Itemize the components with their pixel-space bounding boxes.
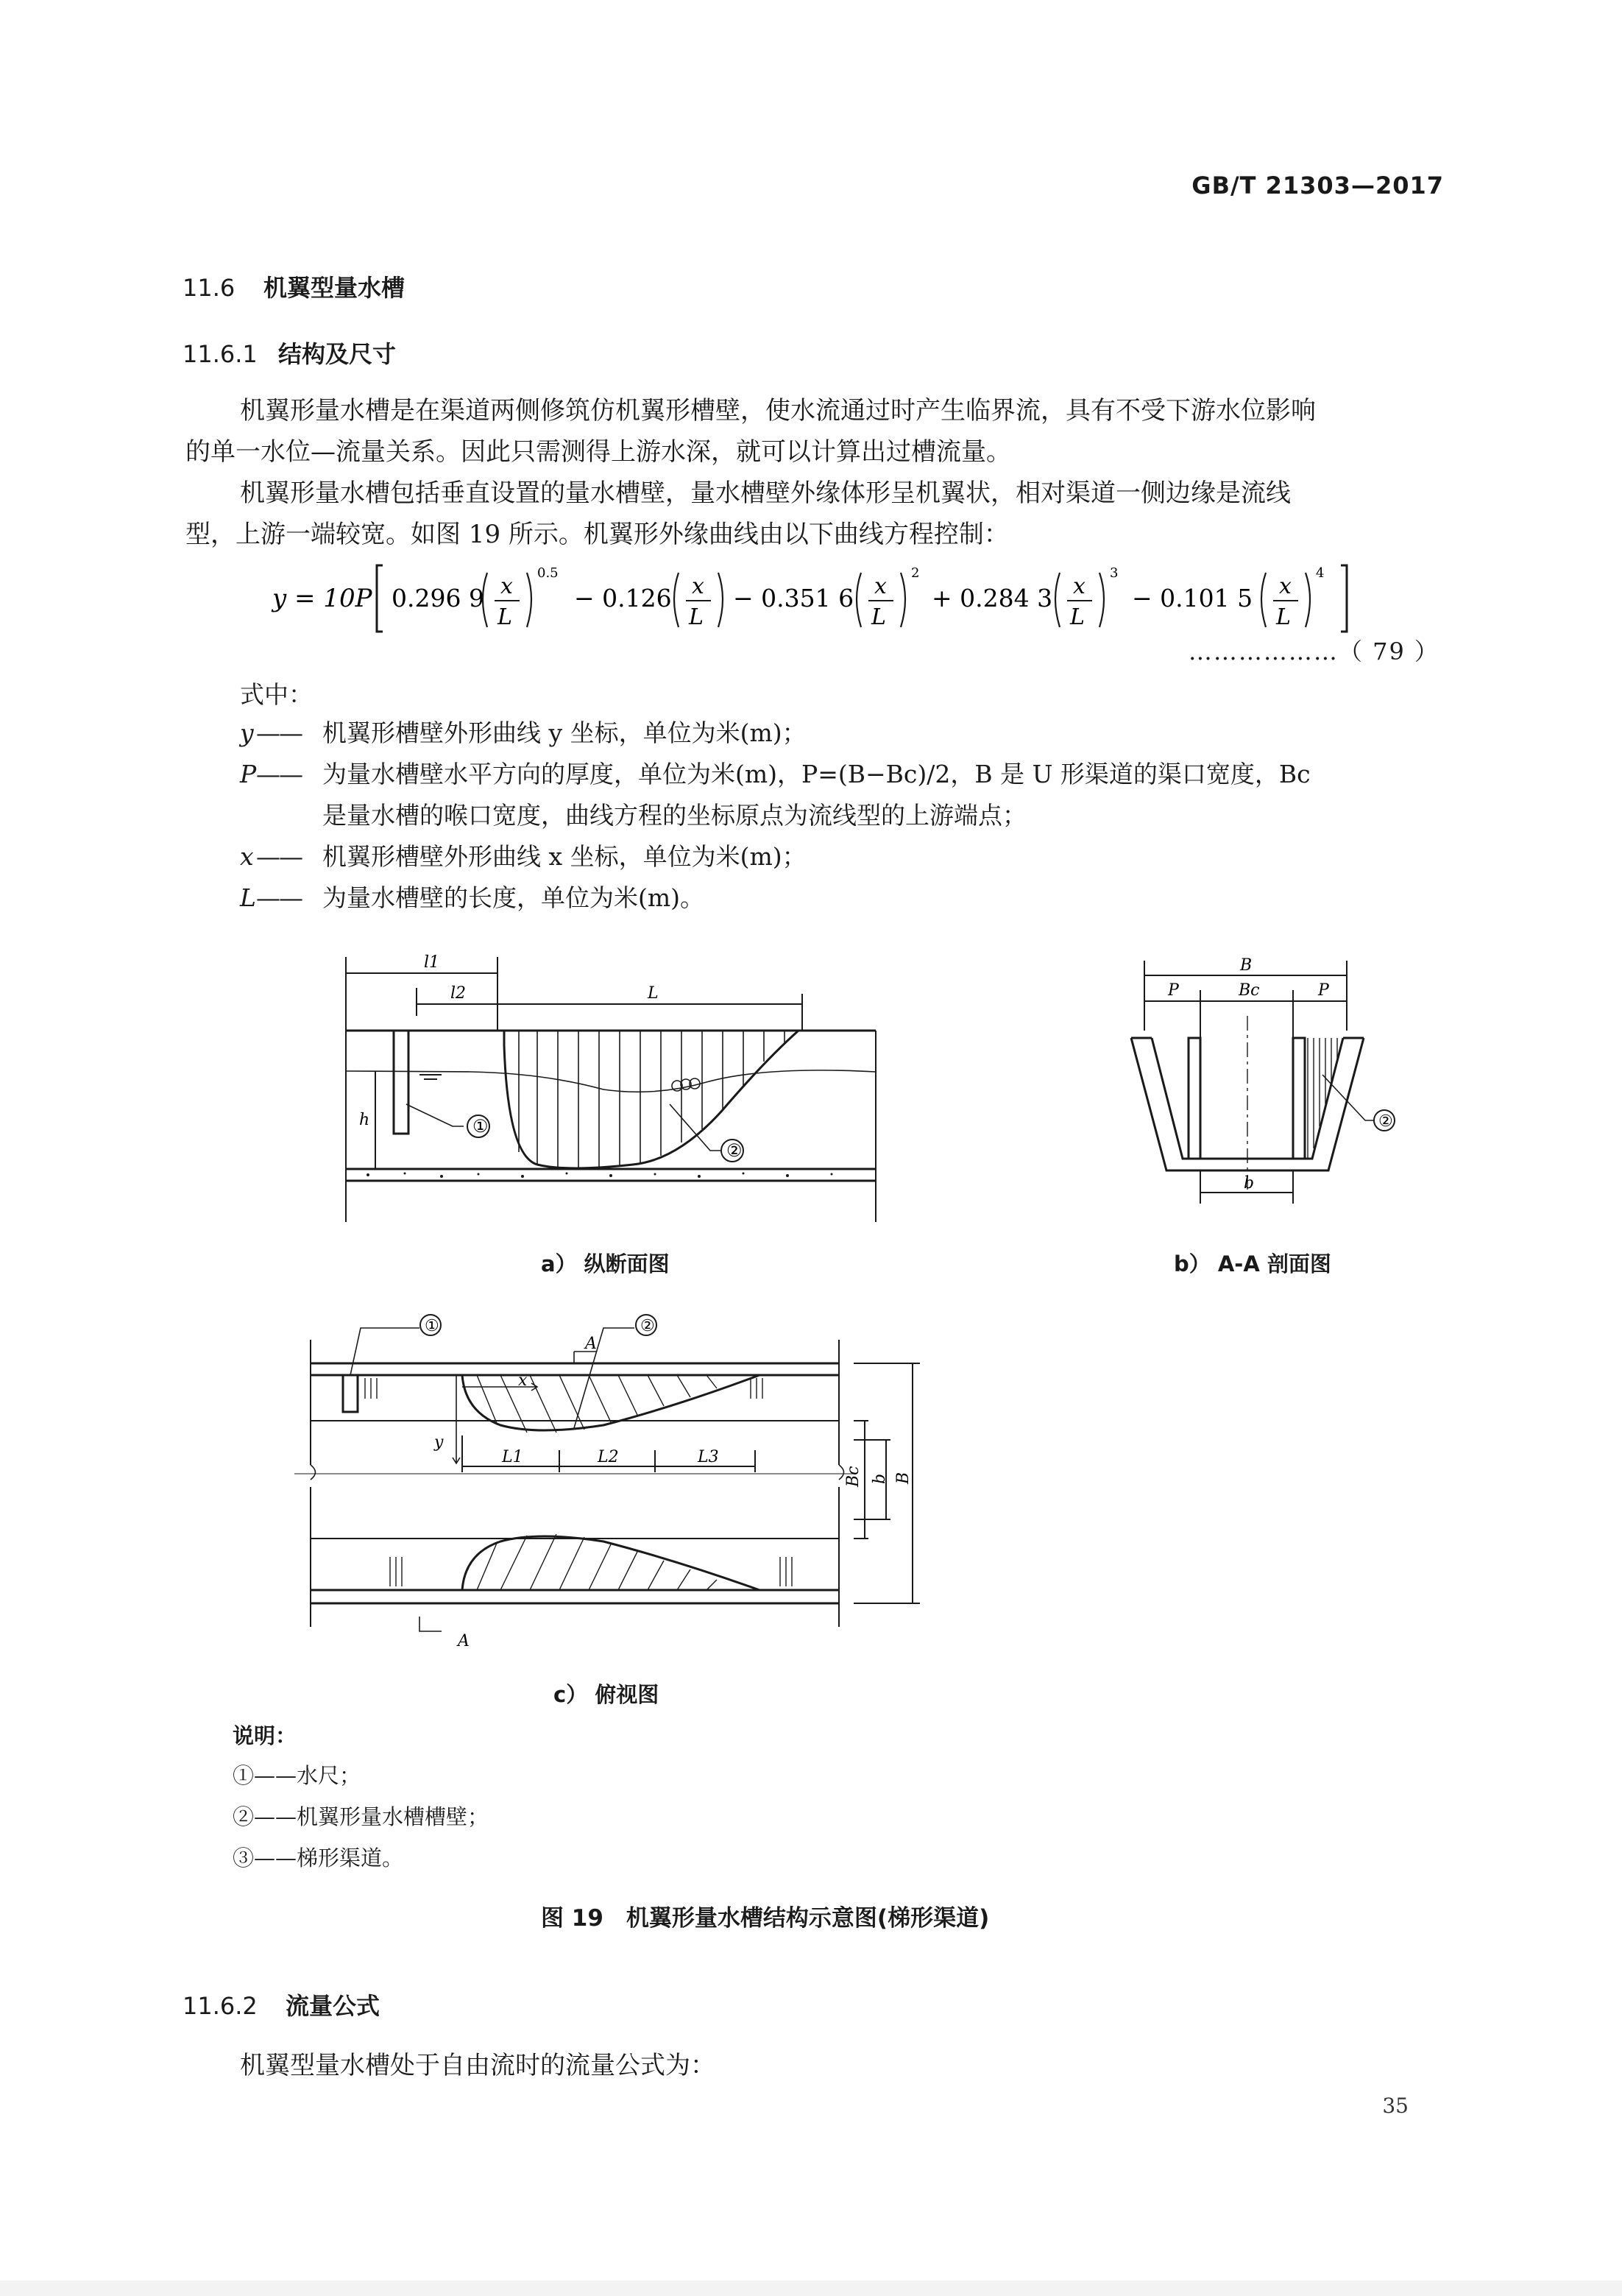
exponent: 2 xyxy=(911,565,920,581)
section-title: 流量公式 xyxy=(286,1992,380,2020)
fraction-denominator: L xyxy=(871,604,886,630)
fraction-denominator: L xyxy=(1276,604,1291,630)
def-text: 机翼形槽壁外形曲线 x 坐标，单位为米(m)； xyxy=(322,842,807,871)
bottom-bar xyxy=(0,2281,1622,2296)
label-circle-1: ① xyxy=(425,1317,439,1335)
label-x-axis: x xyxy=(518,1371,528,1390)
label-P-right: P xyxy=(1318,981,1329,1000)
def-dash: —— xyxy=(256,842,302,871)
equation-term-3-coef: − 0.351 6 xyxy=(733,584,854,612)
equation-term-1-coef: 0.296 9 xyxy=(392,584,484,612)
fraction-numerator: x xyxy=(692,573,704,599)
section-number: 11.6.1 xyxy=(183,340,258,368)
definition-x xyxy=(240,836,1311,877)
paragraph-1 xyxy=(185,390,1444,473)
right-bracket xyxy=(1341,565,1347,632)
label-b: b xyxy=(871,1473,889,1484)
figure-c-caption: c） 俯视图 xyxy=(553,1682,659,1707)
label-B: B xyxy=(894,1472,913,1484)
label-L2: L2 xyxy=(598,1448,619,1466)
paragraph-line: 的单一水位—流量关系。因此只需测得上游水深，就可以计算出过槽流量。 xyxy=(185,437,1011,467)
fraction-numerator: x xyxy=(1279,573,1292,599)
label-y-axis: y xyxy=(434,1433,444,1452)
note-item: ①——水尺； xyxy=(233,1763,361,1788)
note-item: ③——梯形渠道。 xyxy=(233,1845,404,1871)
def-symbol: P xyxy=(240,760,257,788)
section-number: 11.6.2 xyxy=(183,1992,258,2020)
paragraph-line: 型，上游一端较宽。如图 19 所示。机翼形外缘曲线由以下曲线方程控制： xyxy=(185,520,1009,549)
equation-term-2-coef: − 0.126 xyxy=(574,584,672,612)
label-l2: l2 xyxy=(450,984,467,1003)
paragraph-2 xyxy=(185,473,1444,555)
label-A-bottom: A xyxy=(458,1632,470,1650)
label-A-top: A xyxy=(585,1335,597,1353)
definition-y xyxy=(240,713,1311,754)
label-L1: L1 xyxy=(502,1448,523,1466)
figure-b-cross-section xyxy=(1115,950,1409,1215)
figure-c-plan-view xyxy=(294,1296,957,1664)
fraction-denominator: L xyxy=(497,604,512,630)
page-number: 35 xyxy=(1382,2094,1409,2118)
label-circle-2: ② xyxy=(640,1317,655,1335)
figure-a-caption: a） 纵断面图 xyxy=(541,1251,670,1276)
fraction-numerator: x xyxy=(874,573,887,599)
label-h: h xyxy=(359,1111,370,1129)
section-heading-11-6-1 xyxy=(183,336,396,370)
equation-number: ………………（ 79 ） xyxy=(1188,637,1439,665)
equation-term-5-coef: − 0.101 5 xyxy=(1132,584,1253,612)
figure-a-longitudinal-section xyxy=(324,942,898,1229)
def-text: 为量水槽壁的长度，单位为米(m)。 xyxy=(322,883,705,912)
label-Bc: Bc xyxy=(1239,981,1260,1000)
exponent: 0.5 xyxy=(537,565,559,581)
def-symbol: L xyxy=(240,883,256,912)
section-number: 11.6 xyxy=(183,274,235,302)
label-circle-2: ② xyxy=(1378,1112,1393,1131)
section-title: 结构及尺寸 xyxy=(278,340,397,368)
label-Bc: Bc xyxy=(844,1466,863,1487)
label-l1: l1 xyxy=(424,953,440,972)
definition-list xyxy=(240,713,1311,919)
paragraph-line: 机翼形量水槽包括垂直设置的量水槽壁，量水槽壁外缘体形呈机翼状，相对渠道一侧边缘是流线 xyxy=(240,478,1291,508)
def-dash: —— xyxy=(256,883,302,912)
def-text: 为量水槽壁水平方向的厚度，单位为米(m)，P=(B−Bc)/2，B 是 U 形渠道的渠口宽度，Bc xyxy=(322,760,1311,788)
notes-title: 说明： xyxy=(233,1723,297,1748)
def-text: 机翼形槽壁外形曲线 y 坐标，单位为米(m)； xyxy=(322,718,807,747)
section-heading-11-6 xyxy=(183,269,405,303)
paragraph-line: 机翼形量水槽是在渠道两侧修筑仿机翼形槽壁，使水流通过时产生临界流，具有不受下游水位影响 xyxy=(240,396,1316,425)
left-bracket xyxy=(377,565,383,632)
def-symbol: x xyxy=(240,842,254,871)
def-symbol: y xyxy=(240,718,254,747)
definition-p-cont xyxy=(240,795,1311,836)
label-circle-1: ① xyxy=(472,1116,489,1137)
definition-l xyxy=(240,877,1311,919)
section-heading-11-6-2 xyxy=(183,1988,380,2021)
exponent: 4 xyxy=(1316,565,1325,581)
label-B: B xyxy=(1240,956,1253,975)
label-b: b xyxy=(1244,1174,1255,1193)
standard-code: GB/T 21303—2017 xyxy=(1191,172,1444,199)
notes-list xyxy=(233,1755,489,1879)
note-item: ②——机翼形量水槽槽壁； xyxy=(233,1804,489,1829)
section-title: 机翼型量水槽 xyxy=(263,274,406,302)
equation-term-4-coef: + 0.284 3 xyxy=(932,584,1053,612)
equation-79 xyxy=(265,558,1384,639)
definition-p xyxy=(240,754,1311,795)
label-P-left: P xyxy=(1168,981,1179,1000)
fraction-denominator: L xyxy=(689,604,704,630)
exponent: 3 xyxy=(1110,565,1119,581)
paragraph-3: 机翼型量水槽处于自由流时的流量公式为： xyxy=(240,2051,715,2080)
where-label: 式中： xyxy=(240,680,313,709)
figure-title: 图 19 机翼形量水槽结构示意图(梯形渠道) xyxy=(541,1905,990,1932)
fraction-denominator: L xyxy=(1070,604,1085,630)
def-dash: —— xyxy=(256,760,302,788)
equation-lhs: y = 10P xyxy=(272,584,372,613)
figure-b-caption: b） A-A 剖面图 xyxy=(1174,1251,1331,1276)
def-dash: —— xyxy=(256,718,302,747)
label-L: L xyxy=(648,984,659,1003)
def-text: 是量水槽的喉口宽度，曲线方程的坐标原点为流线型的上游端点； xyxy=(322,801,1027,830)
label-circle-2: ② xyxy=(726,1140,743,1161)
fraction-numerator: x xyxy=(500,573,513,599)
label-L3: L3 xyxy=(698,1448,719,1466)
fraction-numerator: x xyxy=(1073,573,1086,599)
